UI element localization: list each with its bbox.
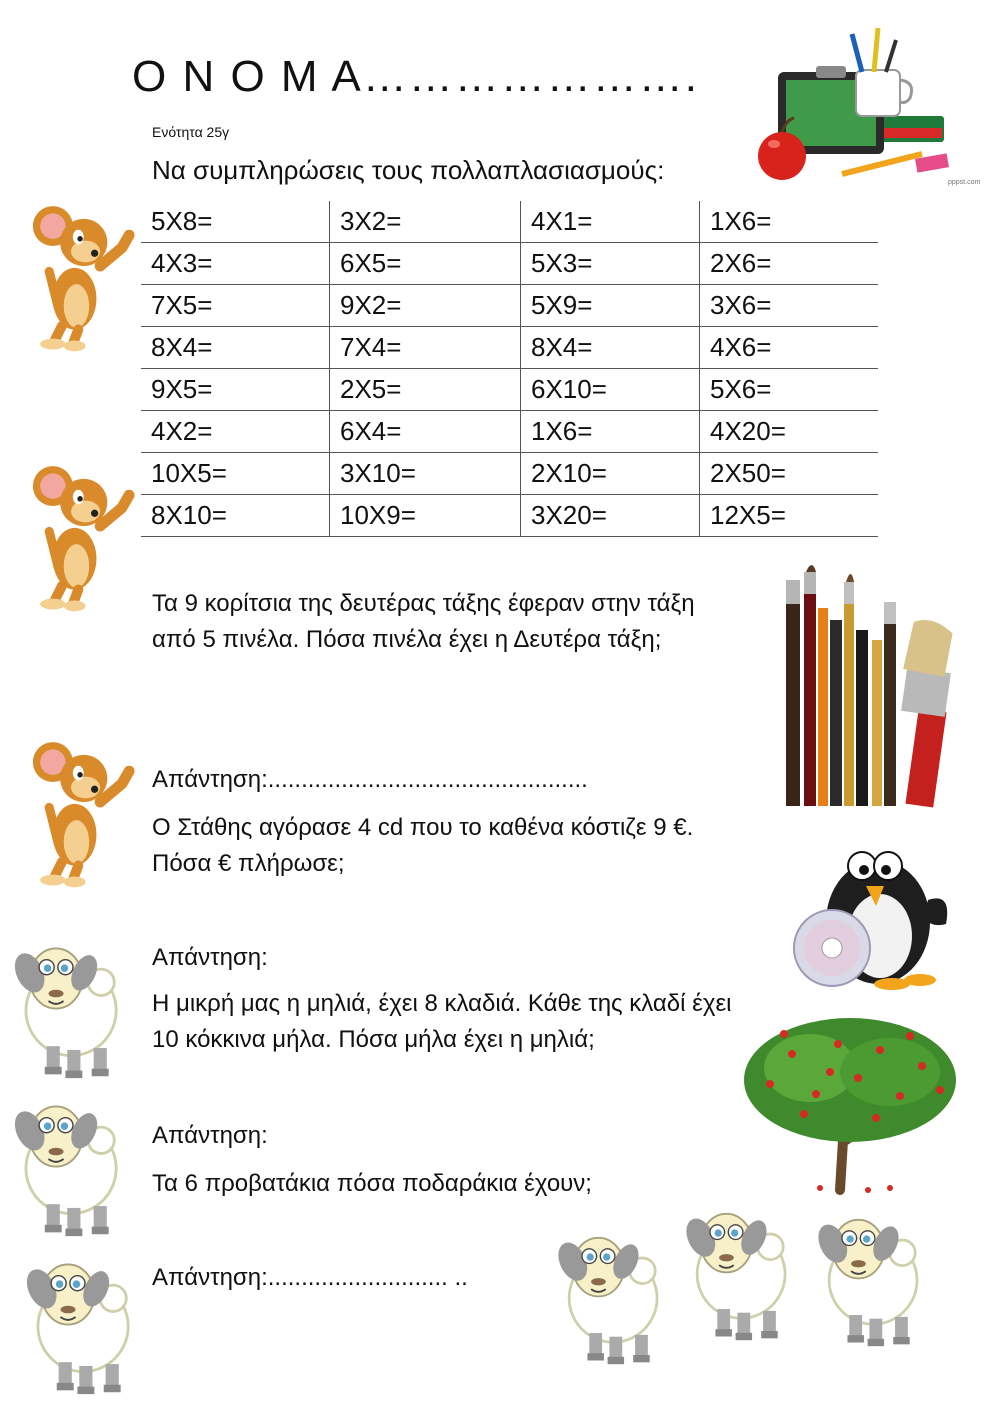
sheep-illustration [680, 1190, 804, 1342]
sheep-illustration [8, 1082, 136, 1238]
table-cell: 2Χ5= [330, 369, 521, 411]
problem-1-line-2: από 5 πινέλα. Πόσα πινέλα έχει η Δευτέρα τάξη; [152, 626, 662, 653]
table-cell: 3Χ6= [700, 285, 879, 327]
sheep-illustration [552, 1214, 676, 1366]
table-cell: 7Χ5= [141, 285, 330, 327]
penguin-cd-illustration [788, 830, 956, 994]
table-cell: 5Χ6= [700, 369, 879, 411]
table-cell: 5Χ8= [141, 201, 330, 243]
multiplication-table [141, 201, 878, 537]
table-row [141, 495, 878, 537]
table-row [141, 369, 878, 411]
table-row [141, 411, 878, 453]
table-cell: 6Χ10= [521, 369, 700, 411]
instruction: Να συμπληρώσεις τους πολλαπλασιασμούς: [152, 155, 665, 185]
problem-4-line-1: Τα 6 προβατάκια πόσα ποδαράκια έχουν; [152, 1170, 592, 1197]
table-cell: 9Χ5= [141, 369, 330, 411]
sheep-illustration [812, 1196, 936, 1348]
problem-2-line-2: Πόσα € πλήρωσε; [152, 850, 345, 877]
mouse-illustration [22, 728, 140, 896]
table-row [141, 453, 878, 495]
mouse-illustration [22, 452, 140, 620]
table-cell: 6Χ5= [330, 243, 521, 285]
problem-1-answer: Απάντηση:................................................ [152, 766, 588, 793]
paint-brushes-illustration [776, 560, 958, 806]
table-row [141, 243, 878, 285]
table-row [141, 201, 878, 243]
table-cell: 2Χ50= [700, 453, 879, 495]
table-cell: 8Χ4= [521, 327, 700, 369]
table-cell: 1Χ6= [700, 201, 879, 243]
table-cell: 7Χ4= [330, 327, 521, 369]
problem-2-line-1: Ο Στάθης αγόρασε 4 cd που το καθένα κόστιζε 9 €. [152, 814, 694, 841]
problem-1-line-1: Τα 9 κορίτσια της δευτέρας τάξης έφεραν στην τάξη [152, 590, 695, 617]
name-label: Ο Ν Ο Μ Α…………………. [132, 52, 699, 101]
table-cell: 12Χ5= [700, 495, 879, 537]
apple-tree-illustration [740, 1014, 962, 1194]
sheep-illustration [20, 1240, 148, 1396]
unit-label: Ενότητα 25γ [152, 124, 230, 140]
table-cell: 4Χ1= [521, 201, 700, 243]
mouse-illustration [22, 192, 140, 360]
table-cell: 5Χ9= [521, 285, 700, 327]
table-cell: 4Χ20= [700, 411, 879, 453]
table-cell: 3Χ20= [521, 495, 700, 537]
table-cell: 4Χ6= [700, 327, 879, 369]
table-cell: 10Χ5= [141, 453, 330, 495]
table-cell: 3Χ10= [330, 453, 521, 495]
table-cell: 2Χ10= [521, 453, 700, 495]
table-cell: 4Χ3= [141, 243, 330, 285]
table-cell: 8Χ4= [141, 327, 330, 369]
table-cell: 5Χ3= [521, 243, 700, 285]
sheep-illustration [8, 924, 136, 1080]
table-row [141, 285, 878, 327]
table-cell: 6Χ4= [330, 411, 521, 453]
problem-3-line-1: Η μικρή μας η μηλιά, έχει 8 κλαδιά. Κάθε της κλαδί έχει [152, 990, 732, 1017]
table-cell: 3Χ2= [330, 201, 521, 243]
table-cell: 8Χ10= [141, 495, 330, 537]
problem-2-answer: Απάντηση: [152, 944, 268, 971]
table-cell: 9Χ2= [330, 285, 521, 327]
school-supplies-illustration [752, 28, 981, 188]
watermark-text: pppst.com [948, 179, 981, 186]
table-cell: 4Χ2= [141, 411, 330, 453]
problem-4-answer: Απάντηση:........................... .. [152, 1264, 468, 1291]
table-cell: 10Χ9= [330, 495, 521, 537]
table-cell: 1Χ6= [521, 411, 700, 453]
problem-3-answer: Απάντηση: [152, 1122, 268, 1149]
problem-3-line-2: 10 κόκκινα μήλα. Πόσα μήλα έχει η μηλιά; [152, 1026, 595, 1053]
table-row [141, 327, 878, 369]
table-cell: 2Χ6= [700, 243, 879, 285]
